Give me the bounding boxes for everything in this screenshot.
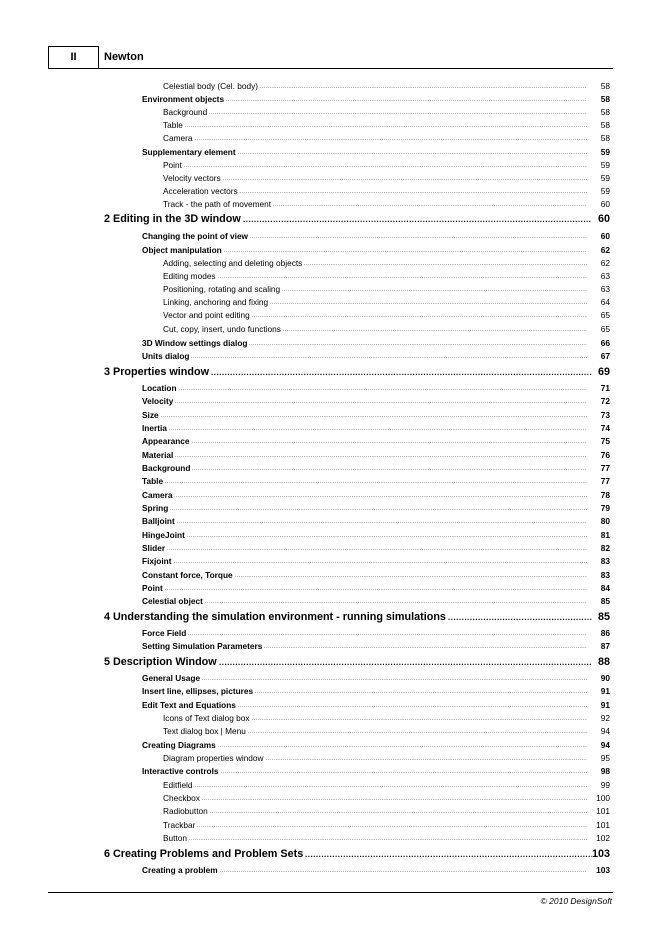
toc-entry[interactable]: [0, 765, 662, 777]
dot-leader: [202, 672, 587, 686]
book-title: Newton: [104, 51, 144, 63]
toc-entry[interactable]: [0, 270, 662, 282]
toc-entry[interactable]: [0, 542, 662, 554]
chapter-number: 5: [104, 656, 111, 668]
toc-entry[interactable]: [0, 627, 662, 639]
toc-page-number: 73: [600, 410, 610, 420]
toc-entry[interactable]: [0, 132, 662, 144]
toc-entry[interactable]: [0, 212, 662, 227]
toc-page-number: 83: [600, 556, 610, 566]
toc-page-number: 59: [600, 173, 610, 183]
dot-leader: [252, 309, 587, 323]
dot-leader: [195, 132, 587, 146]
chapter-title: Understanding the simulation environment - running simulations: [113, 611, 446, 623]
toc-entry[interactable]: [0, 752, 662, 764]
toc-page-number: 90: [600, 673, 610, 683]
toc-entry[interactable]: [0, 409, 662, 421]
dot-leader: [202, 792, 587, 806]
toc-entry-title: Velocity vectors: [163, 173, 221, 183]
toc-entry[interactable]: [0, 119, 662, 131]
dot-leader: [448, 610, 592, 625]
toc-entry-title: [104, 610, 446, 625]
dot-leader: [161, 409, 587, 423]
chapter-title: Properties window: [113, 366, 209, 378]
toc-page-number: 76: [600, 450, 610, 460]
dot-leader: [174, 489, 587, 503]
toc-page-number: 103: [591, 848, 610, 860]
toc-entry-title: General Usage: [142, 673, 201, 683]
toc-page-number: 82: [600, 543, 610, 553]
toc-entry[interactable]: [0, 819, 662, 831]
dot-leader: [205, 595, 587, 609]
toc-entry-title: [104, 365, 209, 380]
dot-leader: [260, 80, 587, 94]
dot-leader: [174, 555, 587, 569]
toc-page-number: 91: [600, 700, 610, 710]
toc-page-number: 65: [600, 310, 610, 320]
dot-leader: [209, 106, 587, 120]
dot-leader: [210, 805, 587, 819]
toc-page-number: 62: [600, 258, 610, 268]
toc-entry[interactable]: [0, 610, 662, 625]
dot-leader: [165, 475, 587, 489]
toc-entry[interactable]: [0, 198, 662, 210]
toc-page-number: 58: [600, 94, 610, 104]
dot-leader: [169, 422, 587, 436]
toc-entry[interactable]: [0, 489, 662, 501]
toc-page-number: 101: [596, 820, 610, 830]
toc-page-number: 77: [600, 476, 610, 486]
dot-leader: [249, 337, 587, 351]
toc-page-number: 86: [600, 628, 610, 638]
toc-entry[interactable]: [0, 725, 662, 737]
dot-leader: [197, 819, 587, 833]
toc-entry-title: Text dialog box | Menu: [163, 726, 246, 736]
chapter-title: Description Window: [113, 656, 217, 668]
toc-entry-title: [104, 212, 241, 227]
toc-entry-title: Size: [142, 410, 159, 420]
dot-leader: [184, 159, 587, 173]
toc-entry-title: Vector and point editing: [163, 310, 250, 320]
dot-leader: [187, 529, 587, 543]
toc-entry-title: [104, 847, 303, 862]
toc-entry[interactable]: [0, 350, 662, 362]
toc-entry-title: Adding, selecting and deleting objects: [163, 258, 303, 268]
dot-leader: [189, 832, 587, 846]
toc-entry[interactable]: [0, 337, 662, 349]
toc-page-number: 63: [600, 271, 610, 281]
toc-entry[interactable]: [0, 685, 662, 697]
toc-entry[interactable]: [0, 422, 662, 434]
toc-entry-title: Acceleration vectors: [163, 186, 238, 196]
toc-page-number: 84: [600, 583, 610, 593]
dot-leader: [220, 864, 587, 878]
toc-entry[interactable]: [0, 569, 662, 581]
toc-entry[interactable]: [0, 555, 662, 567]
toc-entry[interactable]: [0, 582, 662, 594]
toc-entry[interactable]: [0, 739, 662, 751]
toc-entry[interactable]: [0, 655, 662, 670]
page-number-box: II: [48, 46, 99, 68]
toc-page-number: 103: [596, 865, 610, 875]
toc-entry[interactable]: [0, 395, 662, 407]
chapter-title: Editing in the 3D window: [113, 213, 241, 225]
toc-entry-title: Celestial body (Cel. body): [163, 81, 258, 91]
toc-page-number: 98: [600, 766, 610, 776]
toc-entry-title: Insert line, ellipses, pictures: [142, 686, 254, 696]
toc-entry[interactable]: [0, 640, 662, 652]
toc-entry-title: Background: [142, 463, 191, 473]
toc-entry-title: HingeJoint: [142, 530, 185, 540]
dot-leader: [185, 119, 587, 133]
toc-page-number: 78: [600, 490, 610, 500]
toc-entry[interactable]: [0, 864, 662, 876]
toc-page-number: 101: [596, 806, 610, 816]
toc-page-number: 58: [600, 81, 610, 91]
toc-page-number: 58: [600, 133, 610, 143]
toc-page-number: 60: [600, 199, 610, 209]
toc-entry-title: Editing modes: [163, 271, 216, 281]
dot-leader: [188, 627, 587, 641]
dot-leader: [165, 582, 587, 596]
toc-entry-title: Icons of Text dialog box: [163, 713, 250, 723]
toc-entry-title: Material: [142, 450, 174, 460]
toc-entry-title: Track - the path of movement: [163, 199, 272, 209]
dot-leader: [266, 752, 587, 766]
toc-entry[interactable]: [0, 185, 662, 197]
toc-entry[interactable]: [0, 172, 662, 184]
toc-entry-title: Table: [142, 476, 164, 486]
toc-entry[interactable]: [0, 257, 662, 269]
dot-leader: [177, 515, 587, 529]
toc-entry-title: Fixjoint: [142, 556, 172, 566]
toc-entry[interactable]: [0, 515, 662, 527]
dot-leader: [221, 765, 587, 779]
toc-page-number: 92: [600, 713, 610, 723]
toc-entry-title: Appearance: [142, 436, 190, 446]
toc-page-number: 63: [600, 284, 610, 294]
toc-entry-title: Trackbar: [163, 820, 196, 830]
dot-leader: [223, 172, 587, 186]
toc-entry-title: Background: [163, 107, 208, 117]
toc-entry-title: [104, 655, 217, 670]
toc-entry[interactable]: [0, 146, 662, 158]
toc-page-number: 85: [600, 596, 610, 606]
dot-leader: [240, 185, 587, 199]
chapter-number: 3: [104, 366, 111, 378]
toc-entry[interactable]: [0, 244, 662, 256]
toc-entry-title: Balljoint: [142, 516, 175, 526]
toc-entry-title: Point: [163, 160, 182, 170]
dot-leader: [235, 569, 587, 583]
toc-page-number: 79: [600, 503, 610, 513]
dot-leader: [175, 449, 587, 463]
dot-leader: [219, 655, 592, 670]
toc-entry-title: Camera: [142, 490, 173, 500]
dot-leader: [179, 382, 587, 396]
toc-page-number: 60: [597, 213, 610, 225]
toc-entry[interactable]: [0, 296, 662, 308]
toc-page-number: 85: [597, 611, 610, 623]
toc-entry[interactable]: [0, 529, 662, 541]
toc-entry-title: Setting Simulation Parameters: [142, 641, 263, 651]
toc-page-number: 58: [600, 120, 610, 130]
toc-page-number: 64: [600, 297, 610, 307]
toc-entry[interactable]: [0, 93, 662, 105]
toc-entry-title: Celestial object: [142, 596, 203, 606]
toc-entry[interactable]: [0, 309, 662, 321]
dot-leader: [282, 283, 587, 297]
dot-leader: [305, 847, 592, 862]
toc-entry[interactable]: [0, 779, 662, 791]
dot-leader: [192, 462, 587, 476]
toc-entry[interactable]: [0, 283, 662, 295]
toc-page-number: 102: [596, 833, 610, 843]
toc-entry[interactable]: [0, 672, 662, 684]
dot-leader: [175, 395, 587, 409]
toc-entry[interactable]: [0, 323, 662, 335]
toc-entry-title: Camera: [163, 133, 193, 143]
toc-entry-title: Changing the point of view: [142, 231, 249, 241]
toc-page-number: 74: [600, 423, 610, 433]
dot-leader: [224, 244, 587, 258]
chapter-title: Creating Problems and Problem Sets: [113, 848, 304, 860]
toc-entry-title: Editfield: [163, 780, 193, 790]
dot-leader: [273, 198, 587, 212]
toc-entry-title: Inertia: [142, 423, 167, 433]
chapter-number: 2: [104, 213, 111, 225]
toc-entry-title: Creating Diagrams: [142, 740, 216, 750]
toc-page-number: 100: [596, 793, 610, 803]
toc-entry[interactable]: [0, 106, 662, 118]
toc-entry-title: Constant force, Torque: [142, 570, 233, 580]
toc-entry[interactable]: [0, 712, 662, 724]
footer-divider: [48, 892, 613, 893]
toc-page-number: 58: [600, 107, 610, 117]
toc-page-number: 69: [597, 366, 610, 378]
toc-entry-title: Diagram properties window: [163, 753, 264, 763]
dot-leader: [248, 725, 587, 739]
toc-page-number: 59: [600, 186, 610, 196]
toc-page-number: 59: [600, 160, 610, 170]
toc-entry[interactable]: [0, 230, 662, 242]
dot-leader: [264, 640, 587, 654]
toc-entry[interactable]: [0, 435, 662, 447]
chapter-number: 4: [104, 611, 111, 623]
toc-entry-title: Linking, anchoring and fixing: [163, 297, 269, 307]
toc-entry-title: Slider: [142, 543, 166, 553]
dot-leader: [252, 712, 587, 726]
toc-page-number: 88: [597, 656, 610, 668]
chapter-number: 6: [104, 848, 111, 860]
toc-entry-title: Velocity: [142, 396, 174, 406]
toc-page-number: 77: [600, 463, 610, 473]
toc-page-number: 59: [600, 147, 610, 157]
dot-leader: [218, 270, 587, 284]
toc-entry-title: Cut, copy, insert, undo functions: [163, 324, 281, 334]
toc-entry[interactable]: [0, 449, 662, 461]
toc-entry[interactable]: [0, 805, 662, 817]
toc-entry[interactable]: [0, 475, 662, 487]
dot-leader: [195, 779, 587, 793]
dot-leader: [250, 230, 587, 244]
toc-page-number: 71: [600, 383, 610, 393]
dot-leader: [226, 93, 587, 107]
toc-page-number: 94: [600, 740, 610, 750]
toc-page-number: 67: [600, 351, 610, 361]
dot-leader: [270, 296, 587, 310]
copyright-footer: © 2010 DesignSoft: [540, 896, 612, 906]
dot-leader: [218, 739, 587, 753]
toc-entry-title: Spring: [142, 503, 169, 513]
toc-entry-title: Checkbox: [163, 793, 200, 803]
toc-page-number: 62: [600, 245, 610, 255]
dot-leader: [191, 350, 587, 364]
toc-page-number: 80: [600, 516, 610, 526]
toc-entry-title: Radiobutton: [163, 806, 208, 816]
toc-entry-title: Supplementary element: [142, 147, 236, 157]
dot-leader: [167, 542, 587, 556]
dot-leader: [304, 257, 587, 271]
toc-entry-title: Button: [163, 833, 187, 843]
dot-leader: [192, 435, 587, 449]
toc-entry-title: Force Field: [142, 628, 187, 638]
toc-entry[interactable]: [0, 80, 662, 92]
toc-entry[interactable]: [0, 365, 662, 380]
toc-page-number: 91: [600, 686, 610, 696]
toc-page-number: 81: [600, 530, 610, 540]
toc-entry-title: Creating a problem: [142, 865, 218, 875]
toc-page-number: 87: [600, 641, 610, 651]
toc-page-number: 66: [600, 338, 610, 348]
toc-entry-title: 3D Window settings dialog: [142, 338, 248, 348]
dot-leader: [211, 365, 592, 380]
dot-leader: [243, 212, 592, 227]
toc-page-number: 60: [600, 231, 610, 241]
toc-entry[interactable]: [0, 502, 662, 514]
toc-entry[interactable]: [0, 832, 662, 844]
toc-entry[interactable]: [0, 792, 662, 804]
toc-entry[interactable]: [0, 699, 662, 711]
toc-page-number: 72: [600, 396, 610, 406]
toc-entry-title: Object manipulation: [142, 245, 222, 255]
toc-page-number: 99: [600, 780, 610, 790]
toc-page-number: 94: [600, 726, 610, 736]
toc-entry[interactable]: [0, 159, 662, 171]
toc-entry-title: Edit Text and Equations: [142, 700, 236, 710]
toc-page-number: 75: [600, 436, 610, 446]
toc-entry-title: Positioning, rotating and scaling: [163, 284, 281, 294]
toc-entry[interactable]: [0, 382, 662, 394]
toc-entry-title: Location: [142, 383, 177, 393]
dot-leader: [283, 323, 587, 337]
toc-entry[interactable]: [0, 595, 662, 607]
dot-leader: [238, 146, 587, 160]
toc-entry[interactable]: [0, 847, 662, 862]
toc-page-number: 83: [600, 570, 610, 580]
dot-leader: [170, 502, 587, 516]
dot-leader: [238, 699, 587, 713]
toc-entry[interactable]: [0, 462, 662, 474]
toc-entry-title: Interactive controls: [142, 766, 219, 776]
toc-page-number: 95: [600, 753, 610, 763]
toc-entry-title: Environment objects: [142, 94, 225, 104]
dot-leader: [255, 685, 587, 699]
toc-entry-title: Units dialog: [142, 351, 190, 361]
toc-entry-title: Table: [163, 120, 183, 130]
page-header: [48, 46, 613, 69]
toc-entry-title: Point: [142, 583, 163, 593]
toc-page-number: 65: [600, 324, 610, 334]
